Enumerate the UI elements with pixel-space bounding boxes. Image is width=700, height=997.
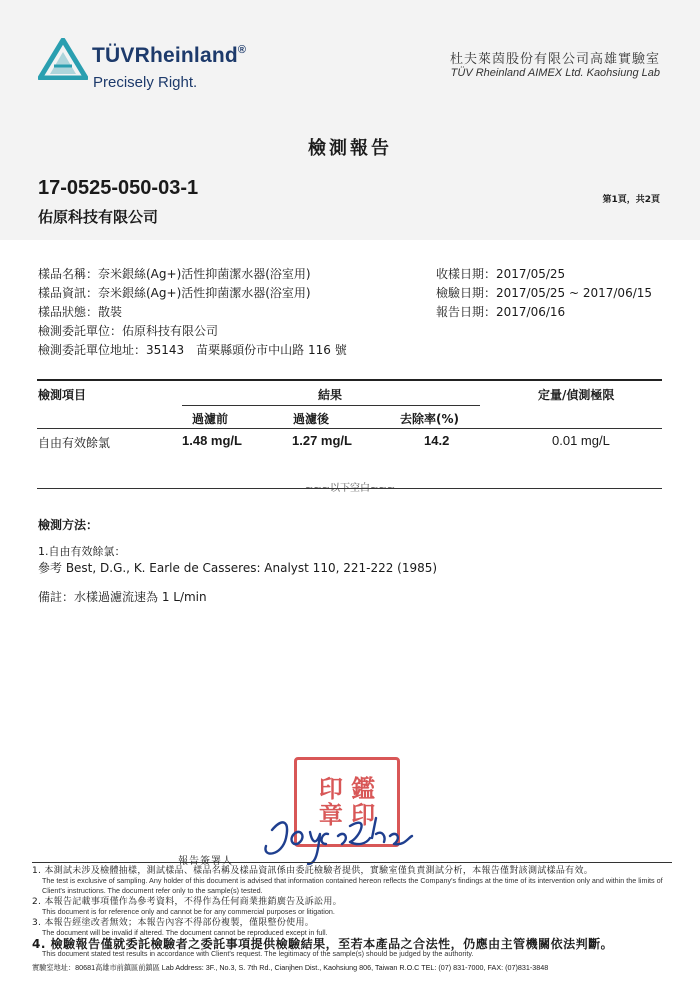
document-title: 檢測報告 xyxy=(308,138,392,159)
received-date: 收樣日期：2017/05/25 xyxy=(436,267,566,281)
note-3 xyxy=(32,918,672,938)
table-cell-after: 1.27 mg/L xyxy=(292,433,352,448)
note-4-en: This document stated test results in accordance with Client's request. The legitimacy of the sample(s) should be judged by the authority. xyxy=(42,949,474,958)
brand-name xyxy=(92,44,246,68)
table-cell-item: 自由有效餘氯 xyxy=(38,436,111,450)
test-date: 檢驗日期：2017/05/25 ~ 2017/06/15 xyxy=(436,286,653,300)
signature-image xyxy=(252,808,432,868)
blank-below-marker: ~~~以下空白~~~ xyxy=(304,483,396,494)
brand-text: TÜVRheinland xyxy=(92,44,238,67)
result-subheader-rule xyxy=(182,405,480,406)
note-3-en: The document will be invalid if altered. The document cannot be reproduced except in full. xyxy=(42,928,328,937)
note-3-zh: 3. 本報告經塗改者無效；本報告內容不得部份複製，僅限整份使用。 xyxy=(32,918,315,928)
table-header-rule xyxy=(37,428,662,429)
table-top-rule xyxy=(37,379,662,381)
sample-name: 樣品名稱：奈米銀絲(Ag+)活性抑菌潔水器(浴室用) xyxy=(38,267,311,281)
signature-line xyxy=(32,862,672,863)
table-cell-removal: 14.2 xyxy=(424,433,450,448)
sample-state: 樣品狀態：散裝 xyxy=(38,305,123,319)
note-1-en: The test is exclusive of sampling. Any holder of this document is advised that information contained hereon reflects the Company's findings at the time of its intervention only and within the limits of Client's instructions. The document refer only to the sample(s) tested. xyxy=(42,876,663,895)
note-4-zh: 4. 檢驗報告僅就委託檢驗者之委託事項提供檢驗結果，至若本產品之合法性，仍應由主管機關依法判斷。 xyxy=(32,937,614,951)
page-indicator: 第1頁，共2頁 xyxy=(602,195,660,205)
client-unit: 檢測委託單位：佑原科技有限公司 xyxy=(38,324,219,338)
method-remark: 備註：水樣過濾流速為 1 L/min xyxy=(38,590,207,604)
note-2-zh: 2. 本報告記載事項僅作為參考資料，不得作為任何商業推銷廣告及訴訟用。 xyxy=(32,897,342,907)
col-header-after: 過濾後 xyxy=(293,412,330,426)
note-2-en: This document is for reference only and cannot be for any commercial purposes or litigation. xyxy=(42,907,335,916)
table-cell-before: 1.48 mg/L xyxy=(182,433,242,448)
method-reference: 參考 Best, D.G., K. Earle de Casseres: Analyst 110, 221-222 (1985) xyxy=(38,561,438,575)
client-name: 佑原科技有限公司 xyxy=(38,208,159,226)
brand-tagline: Precisely Right. xyxy=(93,74,198,91)
note-4 xyxy=(32,939,672,959)
table-bottom-rule xyxy=(37,488,662,489)
note-1 xyxy=(32,866,672,896)
dates-block xyxy=(436,265,652,322)
sample-detail: 樣品資訊：奈米銀絲(Ag+)活性抑菌潔水器(浴室用) xyxy=(38,286,311,300)
note-1-zh: 1. 本測試未涉及檢體抽樣，測試樣品、樣品名稱及樣品資訊係由委託檢驗者提供，實驗室僅負責測試分析，本報告僅對該測試樣品有效。 xyxy=(32,866,594,876)
col-header-limit: 定量/偵測極限 xyxy=(538,388,615,402)
seal-glyphs: 印 鑑 章 印 xyxy=(318,775,376,829)
lab-address: 實驗室地址：80681高雄市前鎮區前鎮區 Lab Address: 3F., No.3, S. 7th Rd., Cianjhen Dist., Kaohsiung 806, Taiwan R.O.C TEL: (07) 831-7000, FAX: (07)831-3848 xyxy=(32,963,549,972)
col-header-item: 檢測項目 xyxy=(38,388,87,402)
client-address: 檢測委託單位地址：35143 苗栗縣頭份市中山路 116 號 xyxy=(38,343,347,357)
lab-name-zh: 杜夫萊茵股份有限公司高雄實驗室 xyxy=(449,52,660,67)
report-number: 17-0525-050-03-1 xyxy=(38,177,199,199)
col-header-removal: 去除率(%) xyxy=(400,412,459,426)
sample-info-block xyxy=(38,265,347,360)
method-title: 檢測方法： xyxy=(38,518,99,532)
note-2 xyxy=(32,897,672,917)
col-header-result: 結果 xyxy=(318,388,343,402)
col-header-before: 過濾前 xyxy=(192,412,229,426)
lab-name-en: TÜV Rheinland AIMEX Ltd. Kaohsiung Lab xyxy=(450,67,660,79)
report-date: 報告日期：2017/06/16 xyxy=(436,305,566,319)
tuv-triangle-logo-icon xyxy=(38,38,88,80)
header-band xyxy=(0,0,700,240)
signer-label: 報告簽署人 xyxy=(178,856,233,867)
brand-registered-mark: ® xyxy=(237,44,247,56)
footer-notes xyxy=(32,866,672,960)
method-item: 1.自由有效餘氯： xyxy=(38,545,126,558)
table-cell-limit: 0.01 mg/L xyxy=(552,433,610,448)
